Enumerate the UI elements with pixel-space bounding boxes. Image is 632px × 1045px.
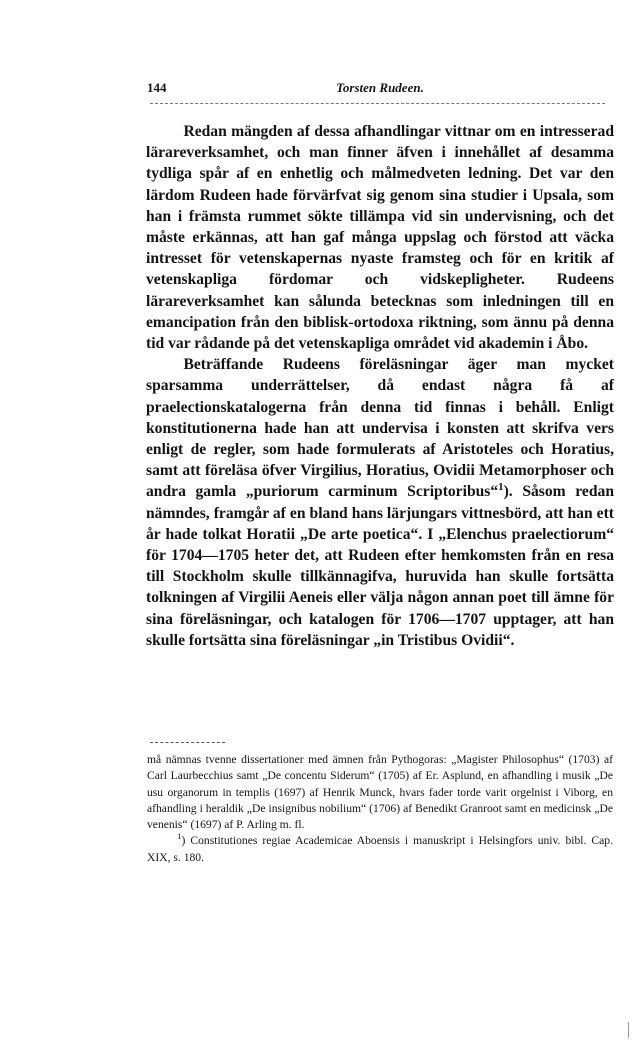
footnote-reference: 1 xyxy=(498,481,504,494)
footnote-1 xyxy=(147,833,613,866)
paragraph-text: ). Såsom redan nämndes, framgår af en bland hans lärjungars vittnesbörd, att han ett år hade tolkat Horatii „De arte poetica“. I „Elenchus praelectiorum“ för 1704—1705 heter det, att Rudeen efter hemkomsten från en resa till Stockholm skulle tillkännagifva, huruvida han skulle fortsätta tolkningen af Virgilii Aeneis eller välja någon annan poet till ämne för sina föreläsningar, och katalogen för 1706—1707 upptager, att han skulle fortsätta sina föreläsningar „in Tristibus Ovidii“. xyxy=(146,483,614,649)
scan-edge-mark xyxy=(628,1022,629,1038)
page-number: 144 xyxy=(147,80,167,95)
page-header xyxy=(147,80,613,100)
main-text xyxy=(146,121,614,651)
paragraph: Redan mängden af dessa afhandlingar vittnar om en intresserad lärareverksamhet, och man finner äfven i innehållet af desamma tydliga spår af en enhetlig och målmedveten ledning. Det var den lärdom Rudeen hade förvärfvat sig genom sina studier i Upsala, som han i främsta rummet sökte tillämpa vid sin undervisning, och det måste erkännas, att han gaf många uppslag och förstod att väcka intresset för vetenskapernas nyaste framsteg och för en kritik af vetenskapliga fördomar och vidskepligheter. Rudeens lärareverksamhet kan sålunda betecknas som inledningen till en emancipation från den biblisk-ortodoxa riktning, som ännu på denna tid var rådande på det vetenskapliga området vid akademin i Åbo. xyxy=(146,123,614,353)
footnote-divider xyxy=(150,742,225,743)
footnote-continuation: må nämnas tvenne dissertationer med ämnen från Pythogoras: „Magister Philosophus“ (1703) af Carl Laurbecchius samt „De concentu Siderum“ (1705) af Er. Asplund, en afhandling i musik „De usu organorum in templis (1697) af Henrik Munck, hvars fader torde varit orgelnist i Viborg, en afhandling i heraldik „De insignibus nobilium“ (1706) af Benedikt Granroot samt en medicinsk „De venenis“ (1697) af P. Arling m. fl. xyxy=(147,753,613,832)
paragraph-text: Beträffande Rudeens föreläsningar äger man mycket sparsamma underrättelser, då endast några få af praelectionskatalogerna från denna tid finnas i behåll. Enligt konstitutionerna hade han att undervisa i konsten att skrifva vers enligt de regler, som hade formulerats af Aristoteles och Horatius, samt att föreläsa öfver Virgilius, Horatius, Ovidii Metamorphoser och andra gamla „puriorum carminum Scriptoribus“ xyxy=(146,356,614,501)
footnotes xyxy=(147,752,613,866)
footnote-text: ) Constitutiones regiae Academicae Aboensis i manuskript i Helsingfors univ. bibl. Cap. XIX, s. 180. xyxy=(147,834,613,864)
footnote-marker: 1 xyxy=(177,831,182,842)
running-title: Torsten Rudeen. xyxy=(336,80,424,95)
header-rule xyxy=(150,103,605,104)
paragraph xyxy=(146,354,614,651)
